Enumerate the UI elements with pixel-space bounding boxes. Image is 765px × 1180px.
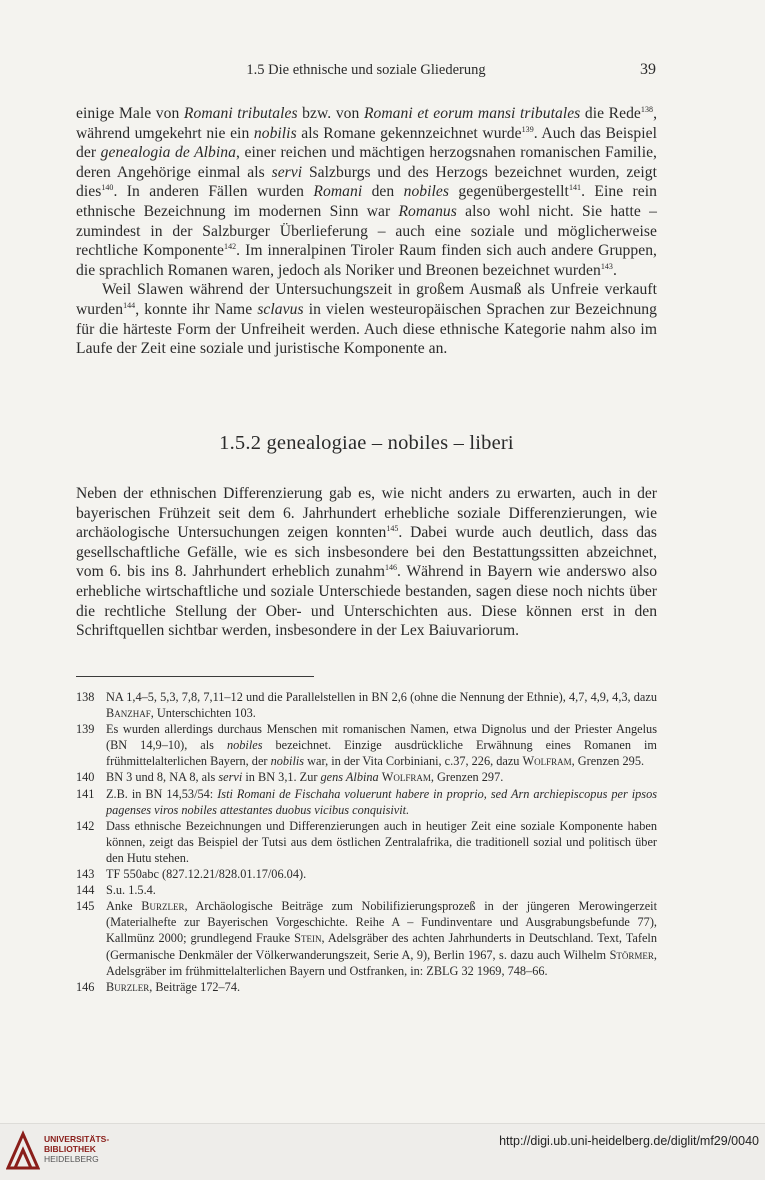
footnote-number: 146 [76, 979, 95, 994]
footnote-text [106, 979, 657, 995]
footnote [76, 786, 657, 818]
footnote-number: 140 [76, 770, 95, 785]
text-run: Neben der ethnischen Differenzierung gab es, wie nicht anders zu erwarten, auch in der bayerischen Frühzeit seit dem 6. Jahrhundert erhebliche soziale Differenzierungen, wie archäologische Untersuchungen zeigen konnten [76, 485, 657, 542]
footnote-reference: 144 [123, 300, 136, 310]
footnote-text [106, 818, 657, 866]
text-run: , Beiträge 172–74. [149, 979, 241, 994]
footnote-reference: 138 [640, 105, 654, 114]
footnote-rule [76, 676, 314, 677]
footnote-number: 143 [76, 867, 95, 882]
page-number: 39 [640, 61, 656, 78]
text-run: , Grenzen 295. [571, 754, 645, 769]
footnote-reference: 143 [600, 261, 613, 271]
footnote-number: 142 [76, 818, 95, 833]
author-name: Burzler [106, 979, 150, 994]
footnote-number: 144 [76, 883, 95, 898]
text-run: . [612, 261, 617, 279]
library-logo-icon [6, 1130, 40, 1170]
text-run: gegenübergestellt [449, 183, 569, 201]
footnote-number: 141 [76, 786, 95, 801]
text-run: , einer reichen und mächtigen herzogsnahen romanischen Familie, deren Angehörige einmal als [76, 144, 657, 181]
text-run: . Während in Bayern wie anderswo also erhebliche wirtschaftliche und soziale Unterschiede bestanden, sagen diese noch nichts über die rechtliche Stellung der Ober- und Unterschichten aus. Diese können erst in den Schriftquellen sichtbar werden, insbesondere in der Lex Baiuvariorum. [76, 563, 657, 640]
footnote [76, 866, 657, 882]
text-run: , Archäologische Beiträge zum Nobilifizierungsprozeß in der jüngeren Merowingerzeit (Materialhefte zur Bayerischen Vorgeschichte. Reihe A – Fundinventare und Ausgrabungsbefunde 77), Kallmünz 2000; grundlegend Frauke [106, 899, 657, 946]
italic-text: nobiles [226, 738, 263, 753]
author-name: Burzler [141, 899, 185, 914]
author-name: Wolfram [381, 770, 431, 785]
footnotes [76, 689, 657, 995]
footnote-text [106, 898, 657, 978]
italic-text: nobiles [403, 183, 450, 201]
text-run: in BN 3,1. Zur [242, 770, 321, 785]
italic-text: Romani tributales [183, 105, 298, 122]
text-run: . In anderen Fällen wurden [113, 183, 314, 201]
page-url-link[interactable]: http://digi.ub.uni-heidelberg.de/diglit/mf29/0040 [499, 1134, 759, 1148]
paragraph [76, 104, 657, 280]
logo-line: BIBLIOTHEK [44, 1144, 96, 1154]
italic-text: sclavus [257, 300, 304, 318]
text-run: BN 3 und 8, NA 8, als [106, 770, 219, 785]
footnote-number: 145 [76, 899, 95, 914]
italic-text: servi [218, 770, 243, 785]
text-run: Salzburgs und des Herzogs bezeichnet wurden, zeigt dies [76, 163, 657, 201]
footnote [76, 689, 657, 721]
footnote-text [106, 786, 657, 818]
footnote-reference: 141 [568, 183, 582, 193]
text-run: Weil Slawen während der Untersuchungszeit in großem Ausmaß als Unfreie verkauft wurden [76, 281, 657, 318]
italic-text: gens Albina [320, 770, 379, 785]
footnote-text [106, 721, 657, 769]
italic-text: nobilis [253, 124, 297, 142]
text-run: S.u. 1.5.4. [106, 883, 156, 898]
italic-text: nobilis [270, 754, 305, 769]
text-run: also wohl nicht. Sie hatte – zumindest in der Salzburger Überlieferung – auch eine soziale und möglicherweise rechtliche Komponente [76, 202, 657, 260]
text-run: als Romane gekennzeichnet wurde [296, 124, 522, 142]
footnote [76, 818, 657, 866]
running-head [76, 62, 656, 82]
text-run: , Unterschichten 103. [150, 706, 256, 721]
footnote-reference: 146 [384, 563, 397, 573]
footnote-text [106, 866, 657, 882]
text-run: einige Male von [76, 105, 184, 122]
author-name: Störmer [609, 947, 654, 962]
text-run: die Rede [580, 105, 641, 122]
text-run: , Adelsgräber des achten Jahrhunderts in Deutschland. Text, Tafeln (Germanische Denkmäler der Völkerwanderungszeit, Serie A, 9), Berlin 1967, s. dazu auch Wilhelm [106, 931, 657, 962]
text-run: Dass ethnische Bezeichnungen und Differenzierungen auch in heutiger Zeit eine soziale Komponente haben können, zeigt das Beispiel der Tutsi aus dem östlichen Zentralafrika, die traditionell sozial und politisch über den Hutu stehen. [106, 818, 657, 865]
text-run: bezeichnet. Einzige ausdrückliche Erwähnung eines Romanen im frühmittelalterlichen Bayern, der [106, 738, 657, 769]
text-run: in vielen westeuropäischen Sprachen zur Bezeichnung für die härteste Form der Unfreiheit werden. Auch diese ethnische Kategorie nahm also im Laufe der Zeit eine soziale und juristische Komponente an. [76, 300, 658, 358]
text-run: TF 550abc (827.12.21/828.01.17/06.04). [106, 867, 307, 882]
footnote [76, 979, 657, 995]
italic-text: Romani [313, 183, 363, 201]
text-run: . Eine rein ethnische Bezeichnung im modernen Sinn war [76, 183, 657, 220]
footnote-text [106, 882, 657, 898]
text-run: den [362, 183, 404, 201]
text-run: war, in der Vita Corbiniani, c.37, 226, dazu [304, 754, 523, 769]
italic-text: servi [271, 163, 303, 181]
paragraph [76, 280, 657, 358]
italic-text: Isti Romani de Fischaha voluerunt habere in proprio, sed Arn archiepiscopus per ipsos pagenses viros nobiles attestantes duobus vicibus conquisivit. [106, 786, 657, 817]
italic-text: genealogia de Albina [100, 144, 236, 162]
author-name: Wolfram [522, 754, 572, 769]
footnote-reference: 145 [386, 524, 399, 534]
body-text [76, 104, 657, 359]
section-heading: 1.5.2 genealogiae – nobiles – liberi [219, 432, 514, 454]
footnote [76, 882, 657, 898]
section-text [76, 484, 657, 641]
text-run: . Auch das Beispiel der [76, 124, 657, 162]
text-run: . Im inneralpinen Tiroler Raum finden sich auch andere Gruppen, die sprachlich Romanen waren, jedoch als Noriker und Breonen bezeichnet wurden [76, 242, 658, 279]
text-run: Es wurden allerdings durchaus Menschen mit romanischen Namen, etwa Dignolus und der Priester Angelus (BN 14,9–10), als [106, 722, 657, 753]
paragraph [76, 484, 657, 641]
text-run: NA 1,4–5, 5,3, 7,8, 7,11–12 und die Parallelstellen in BN 2,6 (ohne die Nennung der Ethnie), 4,7, 4,9, 4,3, dazu [106, 690, 657, 704]
text-run: bzw. von [297, 105, 364, 122]
footnote [76, 721, 657, 769]
logo-line: HEIDELBERG [44, 1154, 99, 1164]
text-run: , Grenzen 297. [430, 770, 504, 785]
text-run: Z.B. in BN 14,53/54: [106, 786, 218, 801]
author-name: Stein [294, 931, 322, 946]
library-logo-text [44, 1134, 109, 1164]
footnote-reference: 140 [101, 183, 114, 193]
footnote-text [106, 689, 657, 721]
logo-line: UNIVERSITÄTS- [44, 1134, 110, 1144]
text-run: , konnte ihr Name [135, 300, 258, 318]
footnote [76, 769, 657, 785]
author-name: Banzhaf [106, 706, 151, 721]
italic-text: Romani et eorum mansi tributales [363, 105, 581, 122]
viewer-footer [0, 1123, 765, 1180]
italic-text: Romanus [398, 202, 457, 220]
footnote-number: 138 [76, 690, 95, 704]
text-run: , Adelsgräber im frühmittelalterlichen Bayern und Ostfranken, in: ZBLG 32 1969, 748–66. [106, 947, 657, 978]
text-run: , während umgekehrt nie ein [76, 105, 658, 142]
footnote-text [106, 769, 657, 785]
footnote-reference: 139 [521, 124, 534, 134]
text-run: . Dabei wurde auch deutlich, dass das gesellschaftliche Gefälle, wie es sich insbesondere bei den Bestattungssitten abzeichnet, vom 6. bis ins 8. Jahrhundert erheblich zunahm [76, 524, 657, 581]
footnote-number: 139 [76, 722, 95, 737]
footnote-reference: 142 [224, 242, 237, 252]
running-title: 1.5 Die ethnische und soziale Gliederung [246, 62, 486, 78]
footnote [76, 898, 657, 978]
text-run: Anke [106, 899, 142, 914]
